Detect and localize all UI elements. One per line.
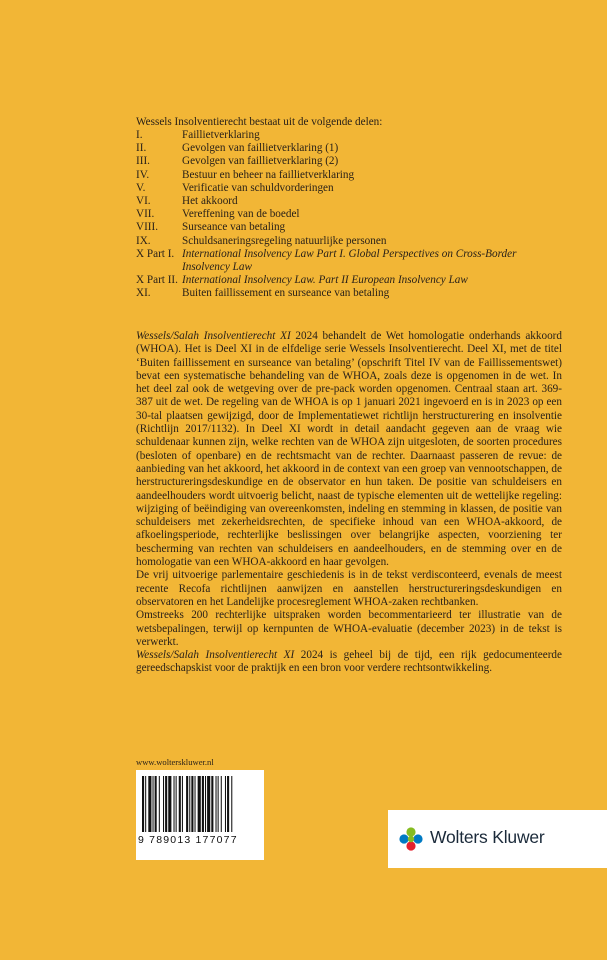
part-number: III.: [136, 155, 150, 168]
part-title: Vereffening van de boedel: [182, 208, 300, 221]
isbn-number: 9 789013 177077: [138, 834, 238, 846]
part-item: [136, 182, 556, 195]
part-item: [136, 235, 556, 248]
part-number: II.: [136, 142, 147, 155]
part-item: [136, 142, 556, 155]
part-title: Het akkoord: [182, 195, 238, 208]
isbn-barcode: [136, 770, 264, 860]
part-number: X Part II.: [136, 274, 178, 287]
brand-name: Wolters Kluwer: [430, 827, 545, 847]
paragraph-text: 2024 is geheel bij de tijd, een rijk gedocumenteerde gereedschapskist voor de praktijk en een bron voor verdere rechtsontwikkeling.: [136, 649, 562, 675]
part-item: [136, 208, 556, 221]
wolters-kluwer-logo-icon: [398, 826, 424, 852]
part-item: [136, 274, 556, 287]
description-paragraph-2: De vrij uitvoerige parlementaire geschiedenis is in de tekst verdisconteerd, evenals de meest recente Recofa richtlijnen aanwijzen en aanstellen herstructureringsdeskundigen en observatoren en het Landelijke procesreglement WHOA-zaken rechtbanken.: [136, 569, 562, 608]
part-item: [136, 195, 556, 208]
part-title: Bestuur en beheer na faillietverklaring: [182, 168, 355, 181]
part-title: Gevolgen van faillietverklaring (2): [182, 155, 339, 168]
part-title: Gevolgen van faillietverklaring (1): [182, 142, 339, 155]
part-number: IX.: [136, 234, 151, 247]
part-item: [136, 169, 556, 182]
part-number: XI.: [136, 287, 151, 300]
parts-list: [136, 129, 556, 301]
description-paragraph-4: [136, 649, 562, 676]
description: [136, 330, 562, 676]
part-title: Surseance van betaling: [182, 221, 286, 234]
description-paragraph-3: Omstreeks 200 rechterlijke uitspraken worden becommentarieerd ter illustratie van de wetsbepalingen, terwijl op kernpunten de WHOA-evaluatie (december 2023) in de tekst is verwerkt.: [136, 609, 562, 648]
book-title-ref: Wessels/Salah Insolventierecht XI: [136, 330, 291, 342]
description-paragraph-1: [136, 330, 562, 569]
website-url: www.wolterskluwer.nl: [136, 757, 214, 767]
part-title: Verificatie van schuldvorderingen: [182, 181, 334, 194]
part-item: [136, 129, 556, 142]
part-item: [136, 221, 556, 234]
part-item: [136, 248, 556, 274]
part-title: Faillietverklaring: [182, 129, 260, 141]
part-title: International Insolvency Law. Part II European Insolvency Law: [182, 274, 468, 287]
part-number: X Part I.: [136, 247, 175, 260]
part-number: VII.: [136, 208, 155, 221]
book-title-ref: Wessels/Salah Insolventierecht XI: [136, 649, 295, 662]
part-number: I.: [136, 129, 143, 141]
part-item: [136, 155, 556, 168]
part-number: IV.: [136, 168, 150, 181]
part-title: International Insolvency Law Part I. Global Perspectives on Cross-Border Insolvency Law: [182, 247, 517, 274]
part-title: Schuldsaneringsregeling natuurlijke personen: [182, 234, 387, 247]
part-number: V.: [136, 181, 146, 194]
paragraph-text: 2024 behandelt de Wet homologatie onderhands akkoord (WHOA). Het is Deel XI in de elfdelige serie Wessels Insolventierecht. Deel XI, met de titel ‘Buiten faillissement en surseance van betaling’ (opschrift Titel IV van de Faillissementswet) bevat een systematische behandeling van de WHOA, zoals deze is opgenomen in de wet. In het deel zal ook de wetgeving over de pre-pack worden opgenomen. Centraal staan art. 369-387 uit de wet. De regeling van de WHOA is op 1 januari 2021 ingevoerd en is in 2023 op een 30-tal plaatsen gewijzigd, door de Implementatiewet richtlijn herstructurering en insolventie (Richtlijn 2017/1132). In Deel XI wordt in detail aandacht gegeven aan de vraag wie schuldenaar kunnen zijn, welke rechten van de WHOA zijn uitgesloten, de soorten procedures (besloten of openbare) en de rechtsmacht van de rechter. Daarnaast passeren de revue: de aanbieding van het akkoord, het akkoord in de context van een groep van vennootschappen, de herstructureringsdeskundige en de observator en hun taken. De positie van schuldeisers en aandeelhouders wordt uitvoerig belicht, naast de typische elementen uit de wettelijke regeling: wijziging of beëindiging van overeenkomsten, indeling en stemming in klassen, de positie van schuldeisers met zekerheidsrechten, de specifieke inhoud van een WHOA-akkoord, de afkoelingsperiode, rechterlijke beslissingen over belangrijke aspecten, voorziening ter bescherming van rechten van schuldeisers en aandeelhouders, en de stemming over en de homologatie van een WHOA-akkoord en haar gevolgen.: [136, 330, 562, 569]
part-title: Buiten faillissement en surseance van betaling: [182, 287, 390, 300]
publisher-logo: [388, 810, 607, 868]
part-number: VI.: [136, 195, 151, 208]
part-item: [136, 287, 556, 300]
series-intro: Wessels Insolventierecht bestaat uit de volgende delen:: [136, 116, 383, 128]
barcode-bars: [142, 776, 258, 832]
part-number: VIII.: [136, 221, 159, 234]
